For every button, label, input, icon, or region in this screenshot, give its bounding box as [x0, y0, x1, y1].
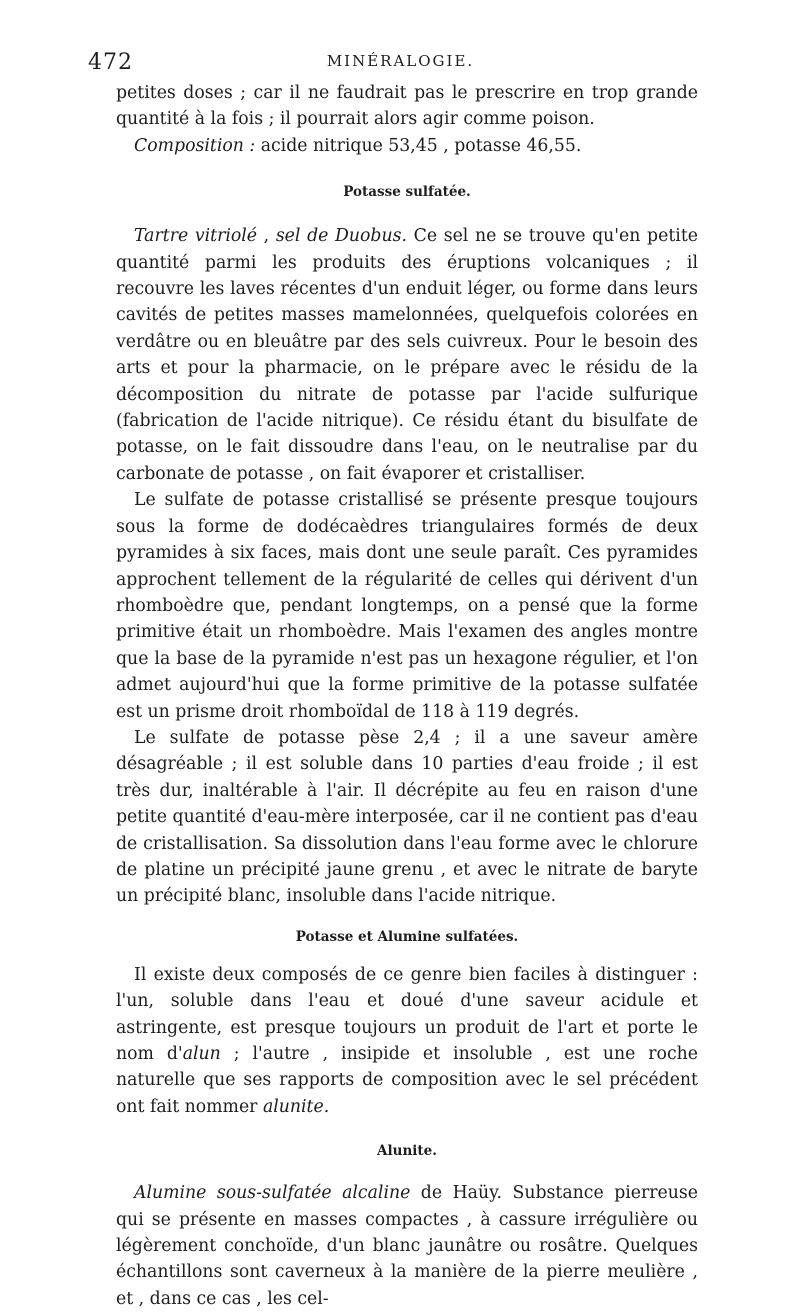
running-title: MINÉRALOGIE. [326, 52, 475, 70]
text-run: , [257, 226, 276, 247]
paragraph [116, 80, 698, 133]
italic-run: Alumine sous-sulfatée alcaline [134, 1183, 411, 1204]
section-heading: Potasse sulfatée. [343, 184, 471, 201]
text-run: Le sulfate de potasse cristallisé se présente presque toujours sous la forme de dodécaèdres triangulaires formés de deux pyramides à six faces, mais dont une seule paraît. Ces pyramides approchent tellement de la régularité de celles qui dérivent d'un rhomboèdre que, pendant longtemps, on a pensé que la forme primitive était un rhomboèdre. Mais l'examen des angles montre que la base de la pyramide n'est pas un hexagone régulier, et l'on admet aujourd'hui que la forme primitive de la potasse sulfatée est un prisme droit rhomboïdal de 118 à 119 degrés. [116, 490, 698, 722]
text-run: Il existe deux composés de ce genre bien faciles à distinguer : l'un, soluble dans l'eau et doué d'une saveur acidule et astringente, est presque toujours un produit de l'art et porte le nom d' [116, 964, 698, 1064]
paragraph [116, 133, 698, 159]
italic-run: Tartre vitriolé [134, 226, 258, 247]
text-body [116, 80, 698, 1312]
text-run: Le sulfate de potasse pèse 2,4 ; il a une saveur amère désagréable ; il est soluble dans 10 parties d'eau froide ; il est très dur, inaltérable à l'air. Il décrépite au feu en raison d'une petite quantité d'eau-mère interposée, car il ne contient pas d'eau de cristallisation. Sa dissolution dans l'eau forme avec le chlorure de platine un précipité jaune grenu , et avec le nitrate de baryte un précipité blanc, insoluble dans l'acide nitrique. [116, 727, 698, 907]
italic-run: Composition : [134, 135, 256, 156]
page-number: 472 [88, 50, 133, 75]
text-run: de Haüy. Substance pierreuse qui se présente en masses compactes , à cassure irrégulière ou légèrement conchoïde, d'un blanc jaunâtre ou rosâtre. Quelques échantillons sont caverneux à la manière de la pierre meulière , et , dans ce cas , les cel- [116, 1183, 698, 1309]
italic-run: alunite. [262, 1096, 330, 1117]
paragraph [116, 223, 698, 487]
text-run: ; l'autre , insipide et insoluble , est une roche naturelle que ses rapports de composition avec le sel précédent ont fait nommer [116, 1044, 698, 1117]
italic-run: sel de Duobus. [275, 226, 407, 247]
paragraph [116, 725, 698, 910]
text-run: petites doses ; car il ne faudrait pas le prescrire en trop grande quantité à la fois ; il pourrait alors agir comme poison. [116, 83, 698, 130]
running-head [88, 50, 713, 80]
paragraph [116, 1180, 698, 1312]
italic-run: alun [182, 1044, 221, 1064]
paragraph [116, 487, 698, 725]
text-run: acide nitrique 53,45 , potasse 46,55. [255, 135, 582, 156]
paragraph [116, 962, 698, 1120]
section-heading: Potasse et Alumine sulfatées. [295, 928, 519, 945]
text-run: Ce sel ne se trouve qu'en petite quantité parmi les produits des éruptions volcaniques ; il recouvre les laves récentes d'un enduit léger, ou forme dans leurs cavités de petites masses mamelonnées, quelquefois colorées en verdâtre ou en bleuâtre par des sels cuivreux. Pour le besoin des arts et pour la pharmacie, on le prépare avec le résidu de la décomposition du nitrate de potasse par l'acide sulfurique (fabrication de l'acide nitrique). Ce résidu étant du bisulfate de potasse, on le fait dissoudre dans l'eau, on le neutralise par du carbonate de potasse , on fait évaporer et cristalliser. [116, 226, 698, 484]
section-heading: Alunite. [377, 1143, 437, 1160]
